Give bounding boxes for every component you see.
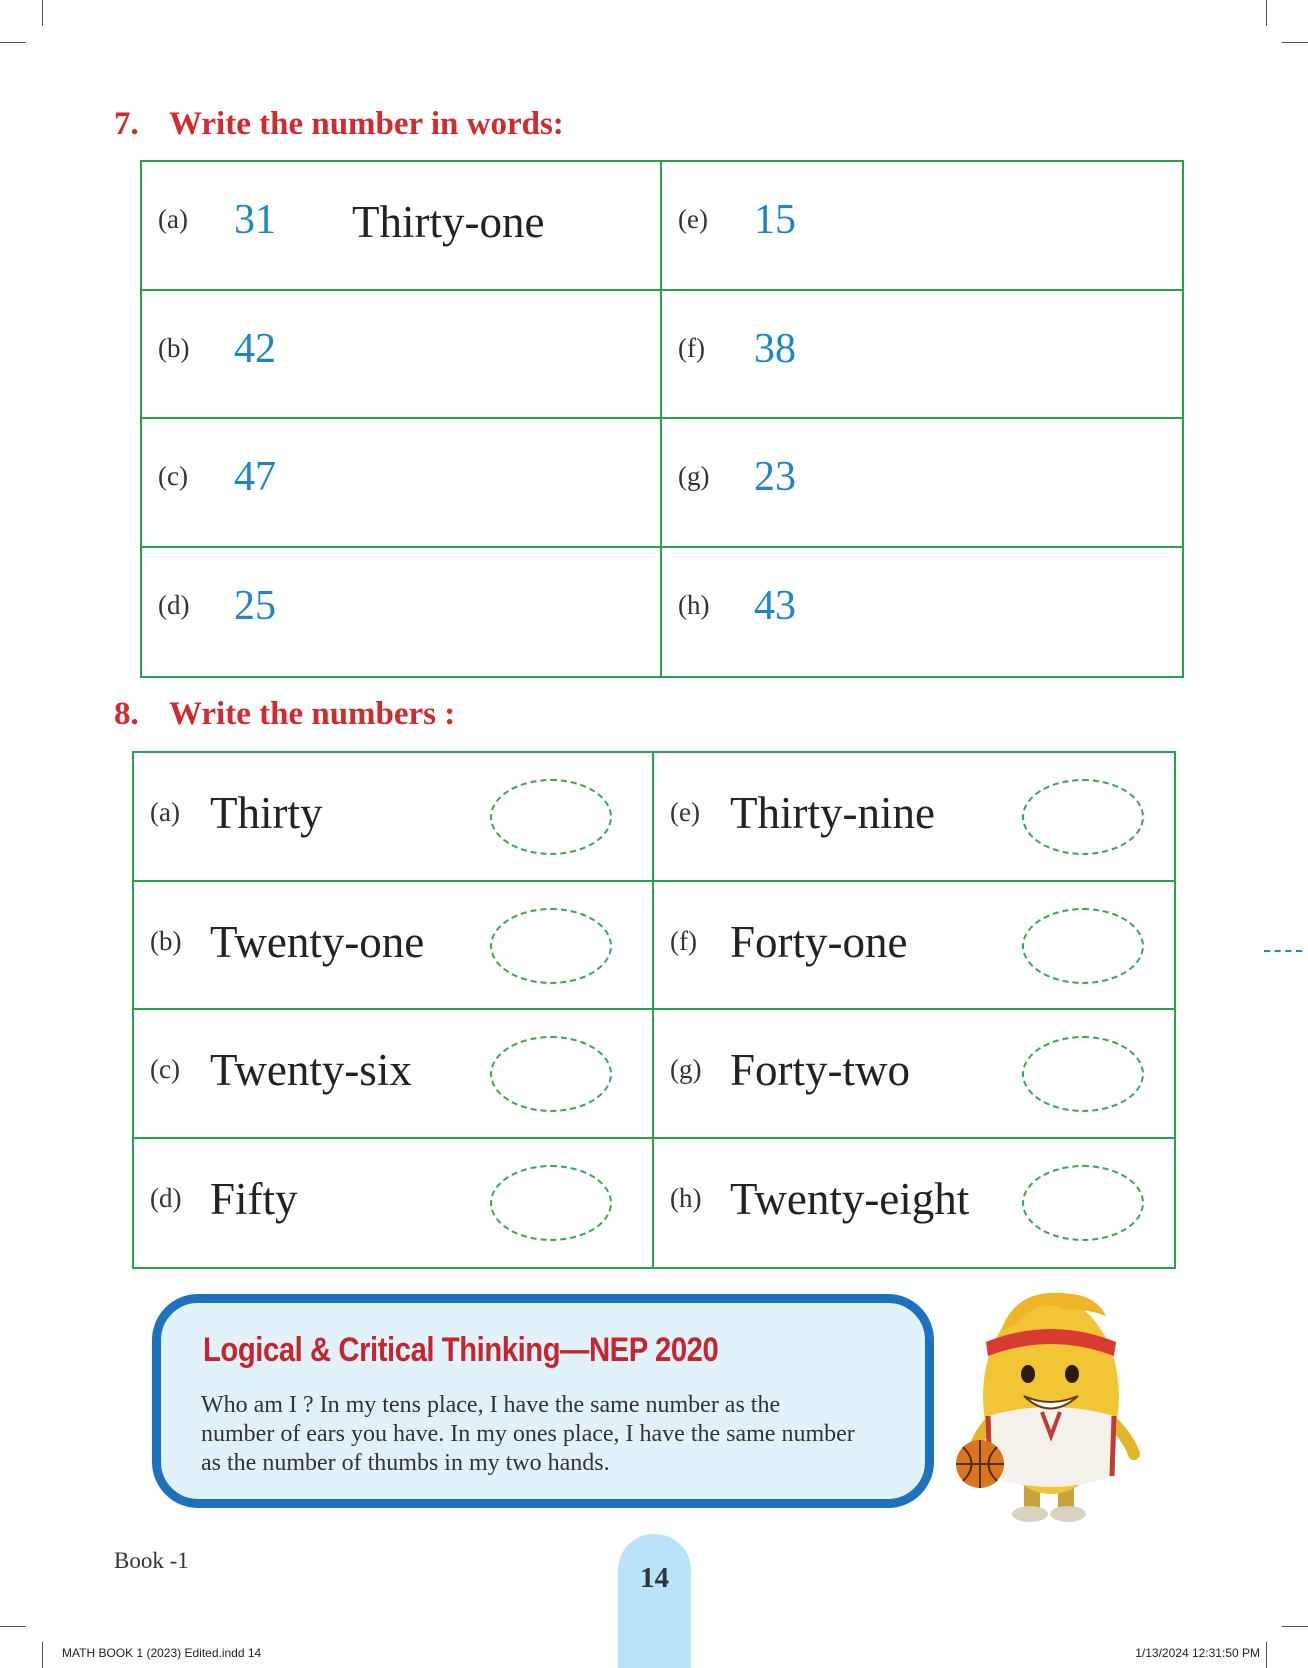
question-title: Write the numbers : [169, 696, 456, 732]
page-number-tab [618, 1534, 691, 1668]
given-number: 31 [234, 197, 276, 243]
page-number: 14 [640, 1562, 669, 1594]
given-number: 42 [234, 325, 276, 372]
given-number: 38 [754, 325, 796, 372]
print-slug-file: MATH BOOK 1 (2023) Edited.indd 14 [62, 1646, 262, 1660]
answer-oval[interactable] [490, 908, 612, 984]
crop-mark [1282, 1626, 1308, 1627]
question-7-heading [114, 106, 564, 143]
answer-oval[interactable] [1022, 779, 1144, 855]
answer-oval[interactable] [490, 1165, 612, 1241]
crop-mark [0, 42, 26, 43]
answer-words[interactable]: Thirty-one [352, 197, 545, 247]
item-letter: (b) [150, 925, 182, 956]
number-word: Twenty-six [210, 1045, 412, 1095]
word-cell [654, 1010, 1174, 1139]
given-number: 25 [234, 582, 276, 629]
question-title: Write the number in words: [169, 106, 564, 142]
number-word: Forty-two [730, 1045, 910, 1095]
item-letter: (e) [670, 797, 700, 827]
word-cell [134, 1139, 654, 1268]
item-letter: (e) [678, 204, 708, 234]
riddle-line: as the number of thumbs in my two hands. [201, 1450, 610, 1476]
number-cell [142, 548, 662, 677]
critical-thinking-title: Logical & Critical Thinking—NEP 2020 [203, 1331, 719, 1369]
crop-mark [42, 0, 43, 26]
book-label: Book -1 [114, 1548, 189, 1573]
word-cell [654, 753, 1174, 882]
riddle-line: Who am I ? In my tens place, I have the same number as the [201, 1392, 781, 1418]
crop-mark [42, 1642, 43, 1668]
item-letter: (c) [150, 1054, 180, 1084]
word-cell [134, 882, 654, 1011]
crop-mark [1282, 42, 1308, 43]
item-letter: (g) [678, 461, 710, 491]
number-to-words-table [140, 160, 1184, 678]
number-word: Twenty-eight [730, 1173, 970, 1224]
number-word: Twenty-one [210, 916, 425, 967]
item-letter: (h) [678, 589, 710, 620]
item-letter: (b) [158, 332, 190, 363]
answer-oval[interactable] [490, 779, 612, 855]
answer-oval[interactable] [1022, 1165, 1144, 1241]
words-to-number-table [132, 751, 1176, 1269]
number-cell [662, 162, 1182, 291]
number-word: Thirty-nine [730, 788, 935, 838]
given-number: 43 [754, 582, 796, 629]
given-number: 15 [754, 197, 796, 243]
crop-mark [0, 1626, 26, 1627]
item-letter: (d) [158, 589, 190, 620]
riddle-line: number of ears you have. In my ones place, I have the same number [201, 1421, 855, 1447]
question-8-heading [114, 696, 455, 733]
number-cell [142, 291, 662, 420]
critical-thinking-box [152, 1294, 934, 1508]
number-word: Forty-one [730, 916, 908, 967]
number-word: Thirty [210, 788, 323, 838]
crop-mark [1266, 1642, 1267, 1668]
item-letter: (a) [158, 204, 188, 234]
given-number: 47 [234, 454, 276, 500]
potato-mascot-illustration [946, 1286, 1156, 1526]
item-letter: (f) [670, 925, 697, 956]
word-cell [654, 882, 1174, 1011]
number-cell [662, 291, 1182, 420]
answer-oval[interactable] [1022, 908, 1144, 984]
number-word: Fifty [210, 1173, 298, 1224]
critical-thinking-text [201, 1391, 921, 1478]
answer-oval[interactable] [490, 1036, 612, 1112]
word-cell [134, 1010, 654, 1139]
item-letter: (c) [158, 461, 188, 491]
number-cell [662, 419, 1182, 548]
item-letter: (a) [150, 797, 180, 827]
item-letter: (f) [678, 332, 705, 363]
question-number: 7. [114, 106, 139, 142]
word-cell [654, 1139, 1174, 1268]
crop-mark [1266, 0, 1267, 26]
number-cell [662, 548, 1182, 677]
word-cell [134, 753, 654, 882]
given-number: 23 [754, 454, 796, 500]
number-cell [142, 162, 662, 291]
number-cell [142, 419, 662, 548]
print-slug-date: 1/13/2024 12:31:50 PM [1135, 1646, 1260, 1660]
item-letter: (g) [670, 1054, 702, 1084]
margin-dash-mark [1264, 950, 1302, 952]
item-letter: (h) [670, 1182, 702, 1213]
question-number: 8. [114, 696, 139, 732]
answer-oval[interactable] [1022, 1036, 1144, 1112]
item-letter: (d) [150, 1182, 182, 1213]
